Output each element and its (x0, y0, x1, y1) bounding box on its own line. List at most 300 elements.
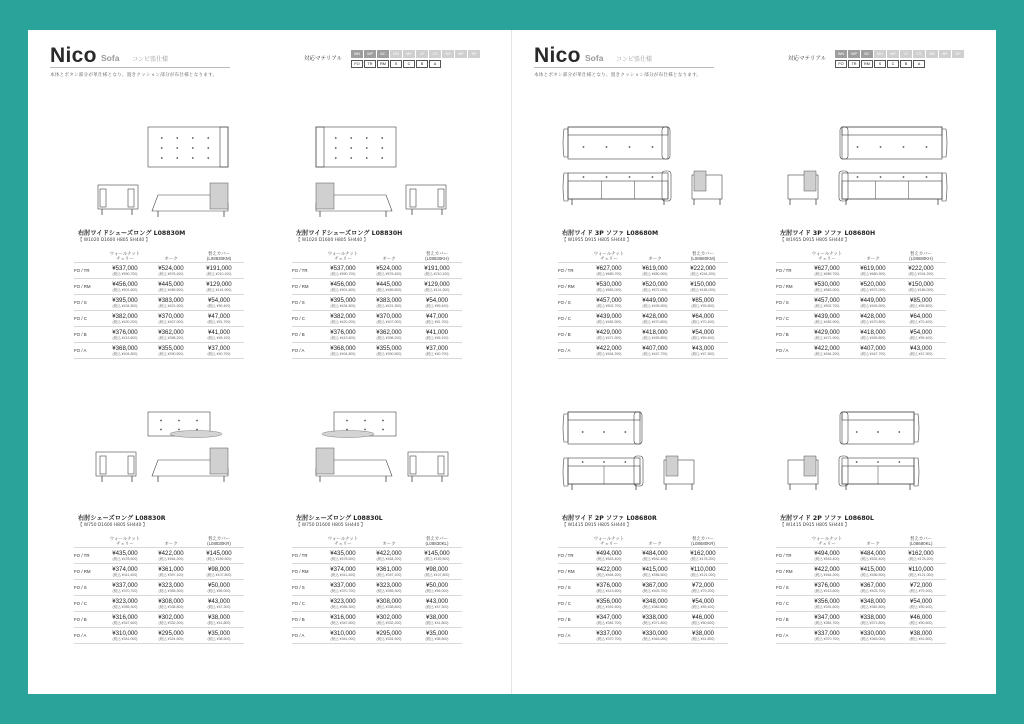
fabric-chips (835, 60, 925, 68)
price-tax-incl: (税込 ¥471,900) (814, 335, 840, 340)
table-row (776, 294, 946, 310)
price-tax-incl: (税込 ¥459,800) (860, 335, 886, 340)
product-name: 左肘ワイド 3P ソファ L08680H (780, 230, 876, 237)
price-value: ¥494,000 (596, 549, 622, 557)
price-cell (632, 627, 678, 643)
price-cell (366, 547, 412, 563)
price-value: ¥361,000 (158, 565, 184, 573)
price-tax-incl: (税込 ¥59,400) (691, 335, 715, 340)
col-cover: 替えカバー (L08830KR) (207, 535, 231, 546)
price-tax-incl: (税込 ¥464,200) (596, 351, 622, 356)
price-value: ¥374,000 (330, 565, 356, 573)
price-table-header (74, 530, 244, 547)
price-tax-incl: (税込 ¥38,500) (425, 636, 449, 641)
product-drawing (78, 125, 248, 221)
header-note: 本体とボタン部分が革仕様となり、置きクッション部分が布仕様となります。 (50, 73, 218, 78)
price-cell (850, 547, 896, 563)
price-tax-incl: (税込 ¥501,600) (330, 287, 356, 292)
price-cell (194, 579, 244, 595)
price-value: ¥484,000 (860, 549, 886, 557)
table-row (776, 342, 946, 358)
price-cell (850, 611, 896, 627)
price-cell (148, 627, 194, 643)
price-cell (412, 627, 462, 643)
price-cell (804, 278, 850, 294)
price-value: ¥110,000 (690, 565, 716, 573)
price-cell (148, 310, 194, 326)
price-tax-incl: (税込 ¥471,900) (596, 335, 622, 340)
price-cell (586, 563, 632, 579)
price-tax-incl: (税込 ¥397,100) (158, 572, 184, 577)
price-tax-incl: (税込 ¥41,800) (909, 636, 933, 641)
price-cell (632, 342, 678, 358)
fabric-combo-label: FO / S (558, 579, 586, 595)
col-walnut-cherry: ウォールナット チェリー (811, 250, 843, 261)
fabric-combo-label: FO / TR (776, 547, 804, 563)
price-cell (804, 563, 850, 579)
price-value: ¥323,000 (376, 581, 402, 589)
price-tax-incl: (税込 ¥489,500) (158, 287, 184, 292)
price-cell (804, 310, 850, 326)
price-value: ¥435,000 (112, 549, 138, 557)
price-tax-incl: (税込 ¥421,300) (158, 303, 184, 308)
col-oak: オーク (648, 541, 662, 546)
price-value: ¥449,000 (860, 296, 886, 304)
price-tax-incl: (税込 ¥210,100) (424, 271, 450, 276)
price-tax-incl: (税込 ¥347,600) (112, 620, 138, 625)
price-cell (804, 611, 850, 627)
price-tax-incl: (税込 ¥391,600) (814, 604, 840, 609)
price-value: ¥302,000 (158, 613, 184, 621)
price-cell (194, 547, 244, 563)
price-tax-incl: (税込 ¥464,200) (596, 572, 622, 577)
price-tax-incl: (税込 ¥79,200) (691, 588, 715, 593)
table-row (292, 326, 462, 342)
fabric-combo-label: FO / A (74, 627, 102, 643)
price-value: ¥520,000 (642, 280, 668, 288)
price-cell (320, 563, 366, 579)
material-chip: WP (364, 50, 376, 58)
price-value: ¥422,000 (158, 549, 184, 557)
price-value: ¥530,000 (814, 280, 840, 288)
price-cell (678, 579, 728, 595)
price-cell (366, 294, 412, 310)
price-tax-incl: (税込 ¥403,700) (860, 588, 886, 593)
right-page (512, 30, 996, 694)
price-cell (148, 294, 194, 310)
price-value: ¥439,000 (814, 312, 840, 320)
price-cell (632, 262, 678, 278)
price-tax-incl: (税込 ¥434,500) (330, 303, 356, 308)
price-cell (896, 262, 946, 278)
price-value: ¥191,000 (206, 264, 232, 272)
product-drawing (780, 125, 948, 209)
price-value: ¥43,000 (909, 344, 933, 352)
price-value: ¥422,000 (596, 565, 622, 573)
price-tax-incl: (税込 ¥502,700) (596, 303, 622, 308)
col-cover: 替えカバー (L08830KM) (206, 250, 232, 261)
price-value: ¥383,000 (376, 296, 402, 304)
price-cell (586, 547, 632, 563)
price-tax-incl: (税込 ¥165,000) (690, 287, 716, 292)
price-tax-incl: (税込 ¥141,900) (206, 287, 232, 292)
material-chip: MP (403, 50, 415, 58)
price-value: ¥370,000 (158, 312, 184, 320)
price-value: ¥98,000 (207, 565, 231, 573)
price-tax-incl: (税込 ¥370,700) (814, 636, 840, 641)
table-row (292, 627, 462, 643)
price-tax-incl: (税込 ¥55,000) (207, 588, 231, 593)
fabric-combo-label: FO / B (74, 611, 102, 627)
price-value: ¥422,000 (376, 549, 402, 557)
price-cell (586, 579, 632, 595)
price-cell (366, 326, 412, 342)
price-tax-incl: (税込 ¥371,800) (860, 620, 886, 625)
material-chip: SP (952, 50, 964, 58)
price-value: ¥50,000 (425, 581, 449, 589)
col-walnut-cherry: ウォールナット チェリー (109, 250, 141, 261)
price-tax-incl: (税込 ¥355,300) (376, 588, 402, 593)
price-value: ¥355,000 (376, 344, 402, 352)
price-value: ¥367,000 (860, 581, 886, 589)
fabric-combo-label: FO / S (292, 579, 320, 595)
fabric-combo-label: FO / A (776, 342, 804, 358)
price-cell (678, 547, 728, 563)
table-row (74, 310, 244, 326)
fabric-combo-label: FO / S (74, 579, 102, 595)
fabric-combo-label: FO / B (292, 611, 320, 627)
material-chip: BS (442, 50, 454, 58)
leather-chips (835, 50, 964, 58)
price-value: ¥54,000 (909, 597, 933, 605)
table-row (776, 563, 946, 579)
price-value: ¥43,000 (691, 344, 715, 352)
price-value: ¥54,000 (425, 296, 449, 304)
price-cell (148, 611, 194, 627)
price-tax-incl: (税込 ¥59,400) (425, 303, 449, 308)
price-cell (678, 342, 728, 358)
price-cell (148, 547, 194, 563)
price-cell (412, 310, 462, 326)
price-value: ¥316,000 (330, 613, 356, 621)
price-cell (632, 579, 678, 595)
fabric-combo-label: FO / RM (558, 563, 586, 579)
price-tax-incl: (税込 ¥47,300) (207, 604, 231, 609)
price-value: ¥347,000 (596, 613, 622, 621)
price-tax-incl: (税込 ¥332,200) (376, 620, 402, 625)
price-cell (148, 278, 194, 294)
price-tax-incl: (税込 ¥38,500) (207, 636, 231, 641)
table-row (292, 310, 462, 326)
fabric-combo-label: FO / RM (74, 563, 102, 579)
price-table (292, 530, 462, 644)
fabric-combo-label: FO / B (558, 326, 586, 342)
price-cell (850, 310, 896, 326)
price-value: ¥129,000 (206, 280, 232, 288)
price-value: ¥72,000 (909, 581, 933, 589)
price-tax-incl: (税込 ¥390,500) (376, 351, 402, 356)
price-value: ¥456,000 (112, 280, 138, 288)
price-value: ¥445,000 (158, 280, 184, 288)
price-tax-incl: (税込 ¥159,500) (206, 556, 232, 561)
price-value: ¥310,000 (330, 629, 356, 637)
price-tax-incl: (税込 ¥59,400) (207, 303, 231, 308)
price-value: ¥537,000 (330, 264, 356, 272)
price-value: ¥38,000 (909, 629, 933, 637)
product-dimensions: 【 W1955 D915 H805 SH440 】 (780, 238, 850, 243)
price-cell (804, 326, 850, 342)
fabric-combo-label: FO / C (558, 595, 586, 611)
price-cell (320, 627, 366, 643)
price-cell (148, 262, 194, 278)
price-tax-incl: (税込 ¥413,600) (814, 588, 840, 593)
material-chip: CS (913, 50, 925, 58)
leather-chips (351, 50, 480, 58)
table-row (74, 294, 244, 310)
price-tax-incl: (税込 ¥489,500) (376, 287, 402, 292)
price-tax-incl: (税込 ¥583,000) (596, 287, 622, 292)
price-cell (896, 547, 946, 563)
price-cell (148, 579, 194, 595)
price-cell (850, 262, 896, 278)
fabric-combo-label: FO / S (558, 294, 586, 310)
page-title: Nico (50, 44, 97, 67)
price-value: ¥355,000 (158, 344, 184, 352)
product-name: 右肘シェーズロング L08830R (78, 515, 166, 522)
table-row (74, 262, 244, 278)
fabric-combo-label: FO / S (776, 579, 804, 595)
product-drawing (562, 410, 702, 494)
price-tax-incl: (税込 ¥447,700) (860, 351, 886, 356)
price-tax-incl: (税込 ¥381,700) (596, 620, 622, 625)
price-tax-incl: (税込 ¥470,800) (860, 319, 886, 324)
price-value: ¥415,000 (642, 565, 668, 573)
price-tax-incl: (税込 ¥590,700) (330, 271, 356, 276)
material-chip: TR (848, 60, 860, 68)
product-name: 左肘ワイド 2P ソファ L08680L (780, 515, 874, 522)
price-value: ¥38,000 (425, 613, 449, 621)
price-tax-incl: (税込 ¥47,300) (691, 351, 715, 356)
price-cell (320, 595, 366, 611)
price-tax-incl: (税込 ¥107,800) (206, 572, 232, 577)
price-value: ¥445,000 (376, 280, 402, 288)
price-tax-incl: (税込 ¥341,000) (330, 636, 356, 641)
product-dimensions: 【 W1415 D915 H805 SH440 】 (562, 523, 632, 528)
fabric-combo-label: FO / TR (74, 262, 102, 278)
price-table (558, 530, 728, 644)
price-tax-incl: (税込 ¥532,400) (642, 556, 668, 561)
price-tax-incl: (税込 ¥382,800) (860, 604, 886, 609)
material-chip: A (429, 60, 441, 68)
price-value: ¥418,000 (642, 328, 668, 336)
fabric-combo-label: FO / TR (558, 262, 586, 278)
price-cell (632, 595, 678, 611)
price-tax-incl: (税込 ¥493,900) (860, 303, 886, 308)
price-tax-incl: (税込 ¥456,500) (860, 572, 886, 577)
price-cell (678, 294, 728, 310)
table-row (74, 278, 244, 294)
price-value: ¥191,000 (424, 264, 450, 272)
price-cell (850, 563, 896, 579)
price-tax-incl: (税込 ¥244,200) (908, 271, 934, 276)
col-cover: 替えカバー (L08680KH) (909, 250, 933, 261)
fabric-combo-label: FO / TR (292, 262, 320, 278)
fabric-combo-label: FO / S (776, 294, 804, 310)
price-tax-incl: (税込 ¥381,700) (814, 620, 840, 625)
table-row (292, 262, 462, 278)
material-chip: BC (377, 50, 389, 58)
price-table (292, 245, 462, 359)
price-tax-incl: (税込 ¥40,700) (207, 351, 231, 356)
price-value: ¥330,000 (642, 629, 668, 637)
price-cell (102, 294, 148, 310)
price-tax-incl: (税込 ¥93,500) (909, 303, 933, 308)
price-cell (366, 611, 412, 627)
fabric-combo-label: FO / RM (292, 563, 320, 579)
table-row (558, 627, 728, 643)
price-cell (896, 326, 946, 342)
price-cell (850, 627, 896, 643)
fabric-combo-label: FO / B (558, 611, 586, 627)
fabric-combo-label: FO / A (74, 342, 102, 358)
material-chip: RM (861, 60, 873, 68)
price-cell (586, 326, 632, 342)
price-tax-incl: (税込 ¥51,700) (207, 319, 231, 324)
price-value: ¥449,000 (642, 296, 668, 304)
price-value: ¥422,000 (596, 344, 622, 352)
price-cell (586, 627, 632, 643)
price-cell (632, 547, 678, 563)
price-value: ¥43,000 (207, 597, 231, 605)
price-cell (194, 326, 244, 342)
price-tax-incl: (税込 ¥576,400) (376, 271, 402, 276)
price-cell (102, 563, 148, 579)
price-value: ¥47,000 (207, 312, 231, 320)
price-tax-incl: (税込 ¥178,200) (908, 556, 934, 561)
price-cell (412, 547, 462, 563)
material-chip: A (913, 60, 925, 68)
price-value: ¥323,000 (112, 597, 138, 605)
price-tax-incl: (税込 ¥363,000) (860, 636, 886, 641)
price-cell (678, 310, 728, 326)
price-tax-incl: (税込 ¥41,800) (207, 620, 231, 625)
catalog-spread (28, 30, 996, 694)
price-value: ¥347,000 (814, 613, 840, 621)
material-chip: S (390, 60, 402, 68)
price-value: ¥150,000 (690, 280, 716, 288)
price-value: ¥348,000 (642, 597, 668, 605)
price-tax-incl: (税込 ¥341,000) (112, 636, 138, 641)
price-tax-incl: (税込 ¥478,500) (330, 556, 356, 561)
price-value: ¥456,000 (330, 280, 356, 288)
material-chip: TR (364, 60, 376, 68)
price-cell (194, 342, 244, 358)
price-tax-incl: (税込 ¥572,000) (860, 287, 886, 292)
col-walnut-cherry: ウォールナット チェリー (811, 535, 843, 546)
price-cell (366, 595, 412, 611)
price-value: ¥64,000 (909, 312, 933, 320)
price-cell (896, 627, 946, 643)
fabric-combo-label: FO / RM (74, 278, 102, 294)
price-cell (194, 563, 244, 579)
price-cell (678, 595, 728, 611)
price-value: ¥150,000 (908, 280, 934, 288)
price-value: ¥494,000 (814, 549, 840, 557)
table-row (558, 595, 728, 611)
price-tax-incl: (税込 ¥407,000) (158, 319, 184, 324)
price-cell (148, 563, 194, 579)
product-dimensions: 【 W750 D1600 H805 SH440 】 (78, 523, 148, 528)
price-tax-incl: (税込 ¥390,500) (158, 351, 184, 356)
price-cell (896, 310, 946, 326)
price-cell (586, 310, 632, 326)
price-table (74, 245, 244, 359)
price-cell (804, 595, 850, 611)
fabric-combo-label: FO / RM (292, 278, 320, 294)
price-tax-incl: (税込 ¥583,000) (814, 287, 840, 292)
material-chip: C (887, 60, 899, 68)
price-value: ¥38,000 (691, 629, 715, 637)
product-dimensions: 【 W1020 D1600 H805 SH440 】 (296, 238, 368, 243)
price-value: ¥295,000 (158, 629, 184, 637)
price-cell (320, 310, 366, 326)
price-value: ¥376,000 (814, 581, 840, 589)
fabric-chips (351, 60, 441, 68)
price-cell (896, 278, 946, 294)
price-tax-incl: (税込 ¥502,700) (814, 303, 840, 308)
price-value: ¥295,000 (376, 629, 402, 637)
price-tax-incl: (税込 ¥493,900) (642, 303, 668, 308)
price-cell (412, 342, 462, 358)
fabric-combo-label: FO / RM (776, 278, 804, 294)
price-value: ¥407,000 (642, 344, 668, 352)
fabric-combo-label: FO / B (292, 326, 320, 342)
price-tax-incl: (税込 ¥413,600) (112, 335, 138, 340)
page-subtitle: Sofa (101, 53, 120, 63)
product-drawing (562, 125, 730, 209)
price-value: ¥222,000 (908, 264, 934, 272)
price-tax-incl: (税込 ¥420,200) (330, 319, 356, 324)
price-tax-incl: (税込 ¥421,300) (376, 303, 402, 308)
table-row (74, 595, 244, 611)
price-tax-incl: (税込 ¥397,100) (376, 572, 402, 577)
price-value: ¥530,000 (596, 280, 622, 288)
price-value: ¥362,000 (158, 328, 184, 336)
table-row (558, 563, 728, 579)
table-row (776, 262, 946, 278)
price-tax-incl: (税込 ¥689,700) (596, 271, 622, 276)
price-value: ¥382,000 (112, 312, 138, 320)
price-cell (586, 262, 632, 278)
price-tax-incl: (税込 ¥680,900) (642, 271, 668, 276)
price-cell (320, 262, 366, 278)
price-value: ¥376,000 (596, 581, 622, 589)
price-tax-incl: (税込 ¥324,500) (158, 636, 184, 641)
price-tax-incl: (税込 ¥543,400) (596, 556, 622, 561)
price-cell (412, 579, 462, 595)
fabric-combo-label: FO / B (74, 326, 102, 342)
price-value: ¥302,000 (376, 613, 402, 621)
price-value: ¥47,000 (425, 312, 449, 320)
price-tax-incl: (税込 ¥210,100) (206, 271, 232, 276)
material-chip: WN (835, 50, 847, 58)
product-name: 左肘シェーズロング L08830L (296, 515, 383, 522)
price-tax-incl: (税込 ¥398,200) (376, 335, 402, 340)
product-drawing (78, 410, 248, 486)
col-oak: オーク (866, 256, 880, 261)
price-value: ¥37,000 (207, 344, 231, 352)
price-cell (412, 262, 462, 278)
